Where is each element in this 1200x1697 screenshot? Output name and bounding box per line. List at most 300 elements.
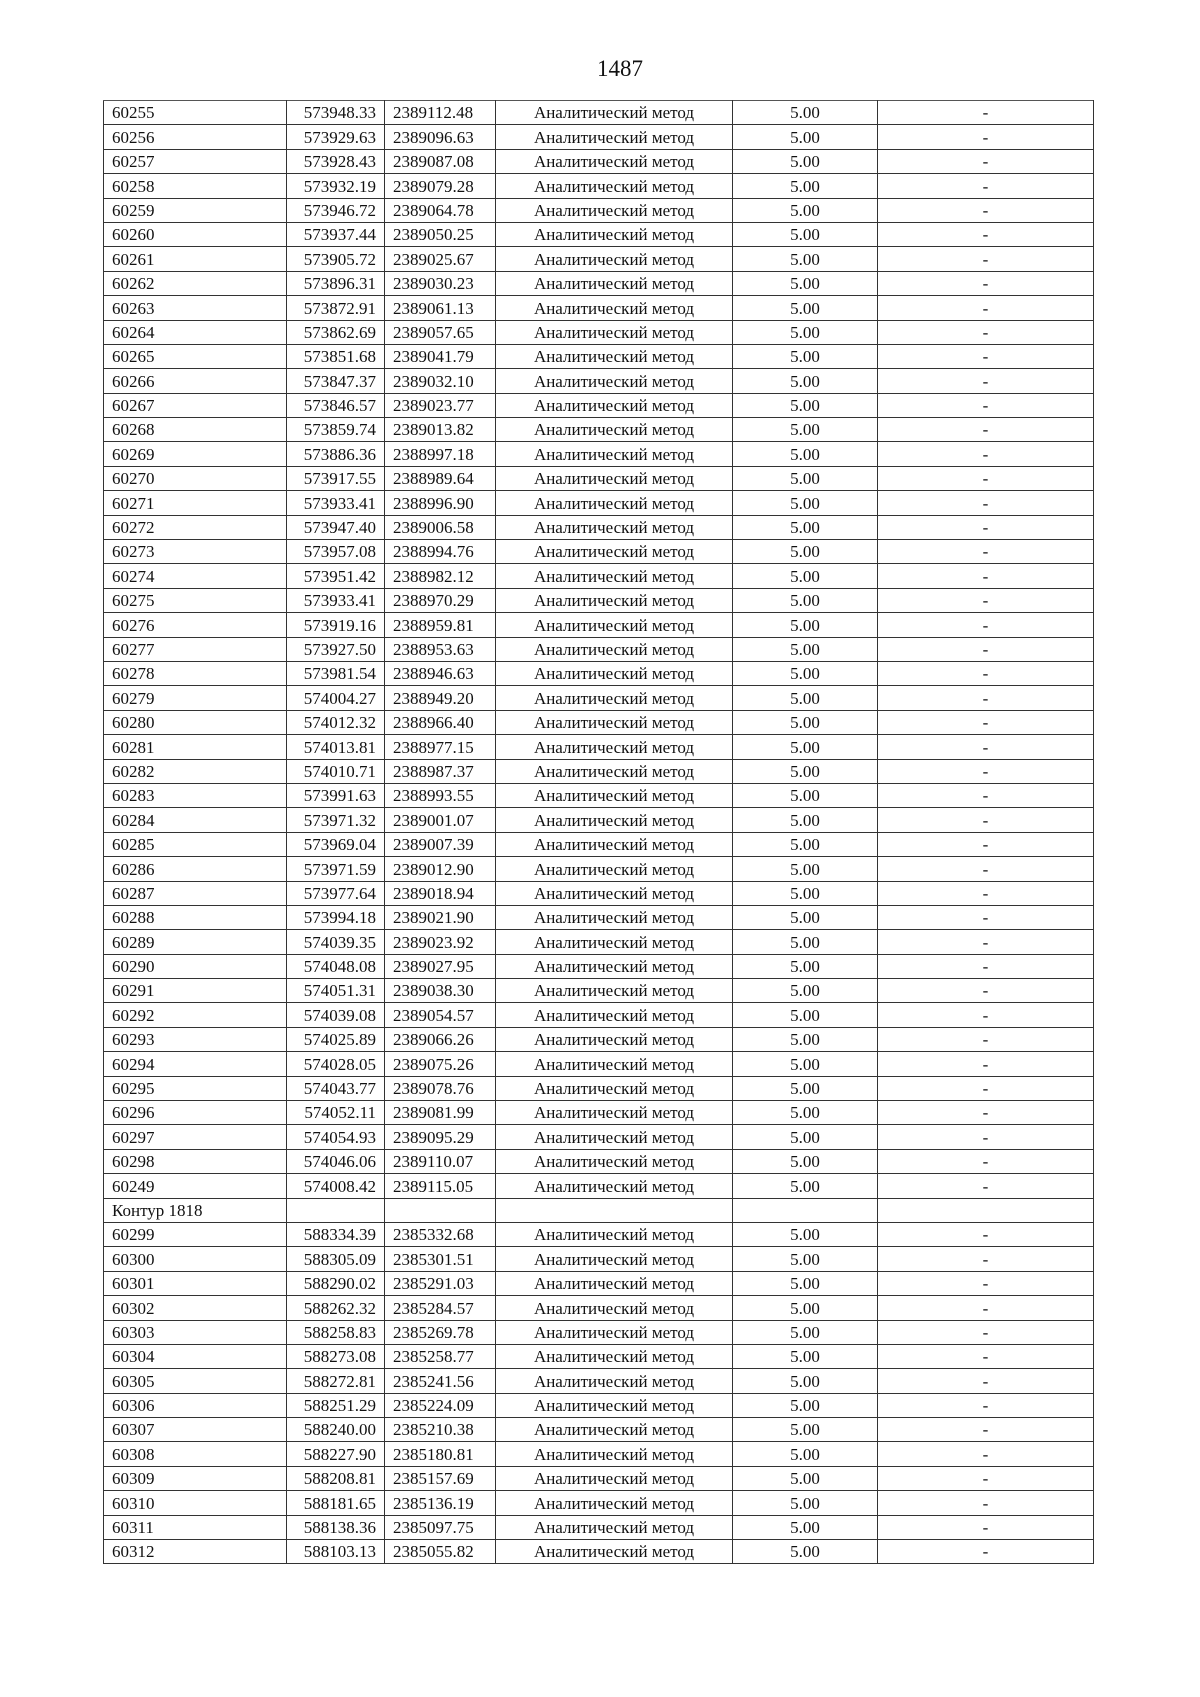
y-coordinate-cell: 2389032.10	[385, 369, 496, 393]
note-cell: -	[878, 491, 1094, 515]
method-cell: Аналитический метод	[496, 1101, 733, 1125]
method-cell: Аналитический метод	[496, 1491, 733, 1515]
accuracy-cell: 5.00	[733, 271, 878, 295]
method-cell: Аналитический метод	[496, 1076, 733, 1100]
accuracy-cell: 5.00	[733, 222, 878, 246]
note-cell: -	[878, 222, 1094, 246]
accuracy-cell: 5.00	[733, 1052, 878, 1076]
note-cell: -	[878, 857, 1094, 881]
x-coordinate-cell: 573927.50	[287, 637, 385, 661]
note-cell: -	[878, 174, 1094, 198]
point-id-cell: 60282	[104, 759, 287, 783]
y-coordinate-cell: 2389007.39	[385, 832, 496, 856]
accuracy-cell: 5.00	[733, 369, 878, 393]
table-row	[104, 1466, 1094, 1490]
accuracy-cell: 5.00	[733, 1344, 878, 1368]
y-coordinate-cell: 2385157.69	[385, 1466, 496, 1490]
y-coordinate-cell: 2388966.40	[385, 710, 496, 734]
table-row	[104, 1101, 1094, 1125]
accuracy-cell: 5.00	[733, 783, 878, 807]
note-cell: -	[878, 1271, 1094, 1295]
y-coordinate-cell: 2389012.90	[385, 857, 496, 881]
y-coordinate-cell: 2389110.07	[385, 1149, 496, 1173]
table-row	[104, 1052, 1094, 1076]
method-cell: Аналитический метод	[496, 613, 733, 637]
table-row	[104, 271, 1094, 295]
x-coordinate-cell: 573919.16	[287, 613, 385, 637]
point-id-cell: 60311	[104, 1515, 287, 1539]
method-cell: Аналитический метод	[496, 1442, 733, 1466]
accuracy-cell: 5.00	[733, 247, 878, 271]
x-coordinate-cell: 574043.77	[287, 1076, 385, 1100]
y-coordinate-cell: 2385258.77	[385, 1344, 496, 1368]
method-cell: Аналитический метод	[496, 954, 733, 978]
note-cell: -	[878, 1344, 1094, 1368]
accuracy-cell: 5.00	[733, 1320, 878, 1344]
point-id-cell: 60287	[104, 881, 287, 905]
method-cell: Аналитический метод	[496, 101, 733, 125]
accuracy-cell: 5.00	[733, 637, 878, 661]
table-row	[104, 1003, 1094, 1027]
note-cell: -	[878, 1491, 1094, 1515]
y-coordinate-cell: 2389057.65	[385, 320, 496, 344]
table-row	[104, 759, 1094, 783]
point-id-cell: 60265	[104, 344, 287, 368]
table-row	[104, 1418, 1094, 1442]
accuracy-cell: 5.00	[733, 174, 878, 198]
y-coordinate-cell: 2388959.81	[385, 613, 496, 637]
point-id-cell: 60277	[104, 637, 287, 661]
x-coordinate-cell: 588181.65	[287, 1491, 385, 1515]
x-coordinate-cell: 573846.57	[287, 393, 385, 417]
accuracy-cell: 5.00	[733, 930, 878, 954]
y-coordinate-cell: 2385097.75	[385, 1515, 496, 1539]
point-id-cell: 60258	[104, 174, 287, 198]
table-row	[104, 149, 1094, 173]
section-title: Контур 1818	[104, 1198, 287, 1222]
note-cell: -	[878, 808, 1094, 832]
accuracy-cell: 5.00	[733, 1515, 878, 1539]
point-id-cell: 60309	[104, 1466, 287, 1490]
accuracy-cell: 5.00	[733, 613, 878, 637]
x-coordinate-cell: 573917.55	[287, 466, 385, 490]
note-cell: -	[878, 1369, 1094, 1393]
table-row	[104, 491, 1094, 515]
method-cell: Аналитический метод	[496, 1540, 733, 1564]
x-coordinate-cell: 588334.39	[287, 1222, 385, 1246]
point-id-cell: 60274	[104, 564, 287, 588]
x-coordinate-cell: 573933.41	[287, 588, 385, 612]
method-cell: Аналитический метод	[496, 491, 733, 515]
y-coordinate-cell: 2385136.19	[385, 1491, 496, 1515]
x-coordinate-cell: 574008.42	[287, 1174, 385, 1198]
method-cell: Аналитический метод	[496, 296, 733, 320]
table-row	[104, 1344, 1094, 1368]
method-cell: Аналитический метод	[496, 735, 733, 759]
point-id-cell: 60308	[104, 1442, 287, 1466]
table-row	[104, 613, 1094, 637]
method-cell: Аналитический метод	[496, 1052, 733, 1076]
y-coordinate-cell: 2385291.03	[385, 1271, 496, 1295]
note-cell: -	[878, 1125, 1094, 1149]
x-coordinate-cell: 573946.72	[287, 198, 385, 222]
y-coordinate-cell: 2389001.07	[385, 808, 496, 832]
method-cell: Аналитический метод	[496, 320, 733, 344]
method-cell: Аналитический метод	[496, 1369, 733, 1393]
x-coordinate-cell: 588290.02	[287, 1271, 385, 1295]
y-coordinate-cell: 2389038.30	[385, 979, 496, 1003]
note-cell: -	[878, 1393, 1094, 1417]
accuracy-cell: 5.00	[733, 564, 878, 588]
accuracy-cell: 5.00	[733, 954, 878, 978]
x-coordinate-cell: 573971.32	[287, 808, 385, 832]
method-cell: Аналитический метод	[496, 661, 733, 685]
y-coordinate-cell: 2388987.37	[385, 759, 496, 783]
accuracy-cell: 5.00	[733, 1442, 878, 1466]
table-row	[104, 344, 1094, 368]
accuracy-cell: 5.00	[733, 344, 878, 368]
accuracy-cell: 5.00	[733, 881, 878, 905]
method-cell: Аналитический метод	[496, 442, 733, 466]
y-coordinate-cell: 2389041.79	[385, 344, 496, 368]
point-id-cell: 60299	[104, 1222, 287, 1246]
point-id-cell: 60272	[104, 515, 287, 539]
method-cell: Аналитический метод	[496, 979, 733, 1003]
note-cell: -	[878, 564, 1094, 588]
y-coordinate-cell: 2389081.99	[385, 1101, 496, 1125]
note-cell: -	[878, 198, 1094, 222]
x-coordinate-cell: 573977.64	[287, 881, 385, 905]
x-coordinate-cell: 588138.36	[287, 1515, 385, 1539]
method-cell: Аналитический метод	[496, 1027, 733, 1051]
note-cell: -	[878, 1296, 1094, 1320]
accuracy-cell: 5.00	[733, 1369, 878, 1393]
method-cell: Аналитический метод	[496, 637, 733, 661]
accuracy-cell: 5.00	[733, 588, 878, 612]
method-cell: Аналитический метод	[496, 905, 733, 929]
point-id-cell: 60290	[104, 954, 287, 978]
point-id-cell: 60303	[104, 1320, 287, 1344]
x-coordinate-cell: 574051.31	[287, 979, 385, 1003]
method-cell: Аналитический метод	[496, 466, 733, 490]
method-cell: Аналитический метод	[496, 393, 733, 417]
method-cell: Аналитический метод	[496, 149, 733, 173]
note-cell: -	[878, 832, 1094, 856]
accuracy-cell: 5.00	[733, 198, 878, 222]
y-coordinate-cell: 2385332.68	[385, 1222, 496, 1246]
cell-empty	[287, 1198, 385, 1222]
point-id-cell: 60276	[104, 613, 287, 637]
point-id-cell: 60307	[104, 1418, 287, 1442]
x-coordinate-cell: 573951.42	[287, 564, 385, 588]
table-row	[104, 637, 1094, 661]
x-coordinate-cell: 574004.27	[287, 686, 385, 710]
table-row	[104, 1393, 1094, 1417]
table-row	[104, 954, 1094, 978]
method-cell: Аналитический метод	[496, 1393, 733, 1417]
method-cell: Аналитический метод	[496, 1247, 733, 1271]
point-id-cell: 60297	[104, 1125, 287, 1149]
table-row	[104, 1125, 1094, 1149]
point-id-cell: 60262	[104, 271, 287, 295]
accuracy-cell: 5.00	[733, 979, 878, 1003]
point-id-cell: 60269	[104, 442, 287, 466]
note-cell: -	[878, 149, 1094, 173]
accuracy-cell: 5.00	[733, 1247, 878, 1271]
point-id-cell: 60260	[104, 222, 287, 246]
method-cell: Аналитический метод	[496, 369, 733, 393]
point-id-cell: 60267	[104, 393, 287, 417]
method-cell: Аналитический метод	[496, 1418, 733, 1442]
y-coordinate-cell: 2385210.38	[385, 1418, 496, 1442]
method-cell: Аналитический метод	[496, 832, 733, 856]
accuracy-cell: 5.00	[733, 1125, 878, 1149]
table-row	[104, 369, 1094, 393]
table-row	[104, 125, 1094, 149]
method-cell: Аналитический метод	[496, 125, 733, 149]
y-coordinate-cell: 2385269.78	[385, 1320, 496, 1344]
table-row	[104, 783, 1094, 807]
point-id-cell: 60259	[104, 198, 287, 222]
x-coordinate-cell: 588258.83	[287, 1320, 385, 1344]
x-coordinate-cell: 574039.08	[287, 1003, 385, 1027]
table-row	[104, 1320, 1094, 1344]
note-cell: -	[878, 418, 1094, 442]
method-cell: Аналитический метод	[496, 1515, 733, 1539]
y-coordinate-cell: 2389096.63	[385, 125, 496, 149]
point-id-cell: 60255	[104, 101, 287, 125]
x-coordinate-cell: 588262.32	[287, 1296, 385, 1320]
y-coordinate-cell: 2388994.76	[385, 540, 496, 564]
point-id-cell: 60279	[104, 686, 287, 710]
note-cell: -	[878, 954, 1094, 978]
x-coordinate-cell: 588251.29	[287, 1393, 385, 1417]
note-cell: -	[878, 710, 1094, 734]
x-coordinate-cell: 574048.08	[287, 954, 385, 978]
table-row	[104, 101, 1094, 125]
note-cell: -	[878, 369, 1094, 393]
method-cell: Аналитический метод	[496, 686, 733, 710]
x-coordinate-cell: 588103.13	[287, 1540, 385, 1564]
x-coordinate-cell: 573994.18	[287, 905, 385, 929]
table-row	[104, 1027, 1094, 1051]
point-id-cell: 60288	[104, 905, 287, 929]
accuracy-cell: 5.00	[733, 1076, 878, 1100]
table-row	[104, 881, 1094, 905]
x-coordinate-cell: 574046.06	[287, 1149, 385, 1173]
page-number: 1487	[597, 56, 643, 81]
point-id-cell: 60270	[104, 466, 287, 490]
method-cell: Аналитический метод	[496, 1149, 733, 1173]
point-id-cell: 60278	[104, 661, 287, 685]
x-coordinate-cell: 574054.93	[287, 1125, 385, 1149]
y-coordinate-cell: 2389064.78	[385, 198, 496, 222]
note-cell: -	[878, 1442, 1094, 1466]
y-coordinate-cell: 2388953.63	[385, 637, 496, 661]
accuracy-cell: 5.00	[733, 418, 878, 442]
note-cell: -	[878, 1003, 1094, 1027]
y-coordinate-cell: 2388949.20	[385, 686, 496, 710]
table-row	[104, 1491, 1094, 1515]
accuracy-cell: 5.00	[733, 1393, 878, 1417]
cell-empty	[733, 1198, 878, 1222]
method-cell: Аналитический метод	[496, 1466, 733, 1490]
note-cell: -	[878, 296, 1094, 320]
method-cell: Аналитический метод	[496, 1344, 733, 1368]
x-coordinate-cell: 573851.68	[287, 344, 385, 368]
y-coordinate-cell: 2388993.55	[385, 783, 496, 807]
note-cell: -	[878, 540, 1094, 564]
accuracy-cell: 5.00	[733, 125, 878, 149]
y-coordinate-cell: 2389112.48	[385, 101, 496, 125]
x-coordinate-cell: 574012.32	[287, 710, 385, 734]
point-id-cell: 60304	[104, 1344, 287, 1368]
method-cell: Аналитический метод	[496, 1320, 733, 1344]
point-id-cell: 60266	[104, 369, 287, 393]
coordinates-table	[103, 100, 1094, 1564]
x-coordinate-cell: 573971.59	[287, 857, 385, 881]
note-cell: -	[878, 1418, 1094, 1442]
accuracy-cell: 5.00	[733, 808, 878, 832]
note-cell: -	[878, 613, 1094, 637]
point-id-cell: 60293	[104, 1027, 287, 1051]
method-cell: Аналитический метод	[496, 564, 733, 588]
x-coordinate-cell: 573937.44	[287, 222, 385, 246]
table-row	[104, 661, 1094, 685]
note-cell: -	[878, 1101, 1094, 1125]
table-row	[104, 588, 1094, 612]
note-cell: -	[878, 759, 1094, 783]
accuracy-cell: 5.00	[733, 149, 878, 173]
accuracy-cell: 5.00	[733, 735, 878, 759]
point-id-cell: 60294	[104, 1052, 287, 1076]
accuracy-cell: 5.00	[733, 857, 878, 881]
accuracy-cell: 5.00	[733, 1027, 878, 1051]
note-cell: -	[878, 661, 1094, 685]
x-coordinate-cell: 573859.74	[287, 418, 385, 442]
y-coordinate-cell: 2388982.12	[385, 564, 496, 588]
y-coordinate-cell: 2389025.67	[385, 247, 496, 271]
note-cell: -	[878, 905, 1094, 929]
method-cell: Аналитический метод	[496, 271, 733, 295]
note-cell: -	[878, 247, 1094, 271]
method-cell: Аналитический метод	[496, 710, 733, 734]
table-row	[104, 1174, 1094, 1198]
table-row	[104, 1540, 1094, 1564]
accuracy-cell: 5.00	[733, 1540, 878, 1564]
x-coordinate-cell: 588240.00	[287, 1418, 385, 1442]
point-id-cell: 60292	[104, 1003, 287, 1027]
table-row	[104, 564, 1094, 588]
point-id-cell: 60281	[104, 735, 287, 759]
note-cell: -	[878, 1027, 1094, 1051]
table-row	[104, 418, 1094, 442]
note-cell: -	[878, 1515, 1094, 1539]
y-coordinate-cell: 2385224.09	[385, 1393, 496, 1417]
method-cell: Аналитический метод	[496, 1003, 733, 1027]
method-cell: Аналитический метод	[496, 418, 733, 442]
point-id-cell: 60296	[104, 1101, 287, 1125]
y-coordinate-cell: 2389006.58	[385, 515, 496, 539]
accuracy-cell: 5.00	[733, 101, 878, 125]
table-row	[104, 247, 1094, 271]
point-id-cell: 60249	[104, 1174, 287, 1198]
point-id-cell: 60284	[104, 808, 287, 832]
point-id-cell: 60275	[104, 588, 287, 612]
y-coordinate-cell: 2385180.81	[385, 1442, 496, 1466]
accuracy-cell: 5.00	[733, 491, 878, 515]
point-id-cell: 60298	[104, 1149, 287, 1173]
method-cell: Аналитический метод	[496, 783, 733, 807]
x-coordinate-cell: 573932.19	[287, 174, 385, 198]
table-row	[104, 905, 1094, 929]
method-cell: Аналитический метод	[496, 857, 733, 881]
method-cell: Аналитический метод	[496, 174, 733, 198]
accuracy-cell: 5.00	[733, 686, 878, 710]
point-id-cell: 60283	[104, 783, 287, 807]
accuracy-cell: 5.00	[733, 1466, 878, 1490]
y-coordinate-cell: 2385284.57	[385, 1296, 496, 1320]
point-id-cell: 60312	[104, 1540, 287, 1564]
y-coordinate-cell: 2385301.51	[385, 1247, 496, 1271]
y-coordinate-cell: 2389054.57	[385, 1003, 496, 1027]
accuracy-cell: 5.00	[733, 661, 878, 685]
point-id-cell: 60256	[104, 125, 287, 149]
y-coordinate-cell: 2389079.28	[385, 174, 496, 198]
accuracy-cell: 5.00	[733, 905, 878, 929]
x-coordinate-cell: 573933.41	[287, 491, 385, 515]
table-row	[104, 1296, 1094, 1320]
note-cell: -	[878, 930, 1094, 954]
method-cell: Аналитический метод	[496, 247, 733, 271]
table-row	[104, 979, 1094, 1003]
method-cell: Аналитический метод	[496, 1222, 733, 1246]
table-row	[104, 1515, 1094, 1539]
x-coordinate-cell: 573929.63	[287, 125, 385, 149]
accuracy-cell: 5.00	[733, 1149, 878, 1173]
x-coordinate-cell: 588272.81	[287, 1369, 385, 1393]
table-row	[104, 1076, 1094, 1100]
table-row	[104, 540, 1094, 564]
method-cell: Аналитический метод	[496, 515, 733, 539]
cell-empty	[385, 1198, 496, 1222]
table-row	[104, 1271, 1094, 1295]
table-row	[104, 442, 1094, 466]
table-row	[104, 1369, 1094, 1393]
accuracy-cell: 5.00	[733, 1491, 878, 1515]
note-cell: -	[878, 466, 1094, 490]
method-cell: Аналитический метод	[496, 1174, 733, 1198]
y-coordinate-cell: 2385241.56	[385, 1369, 496, 1393]
x-coordinate-cell: 574010.71	[287, 759, 385, 783]
method-cell: Аналитический метод	[496, 222, 733, 246]
note-cell: -	[878, 1149, 1094, 1173]
y-coordinate-cell: 2389023.77	[385, 393, 496, 417]
table-row	[104, 174, 1094, 198]
y-coordinate-cell: 2389018.94	[385, 881, 496, 905]
table-row	[104, 222, 1094, 246]
accuracy-cell: 5.00	[733, 515, 878, 539]
table-row	[104, 686, 1094, 710]
note-cell: -	[878, 881, 1094, 905]
y-coordinate-cell: 2389030.23	[385, 271, 496, 295]
point-id-cell: 60289	[104, 930, 287, 954]
accuracy-cell: 5.00	[733, 466, 878, 490]
note-cell: -	[878, 783, 1094, 807]
method-cell: Аналитический метод	[496, 540, 733, 564]
note-cell: -	[878, 1466, 1094, 1490]
table-row	[104, 296, 1094, 320]
